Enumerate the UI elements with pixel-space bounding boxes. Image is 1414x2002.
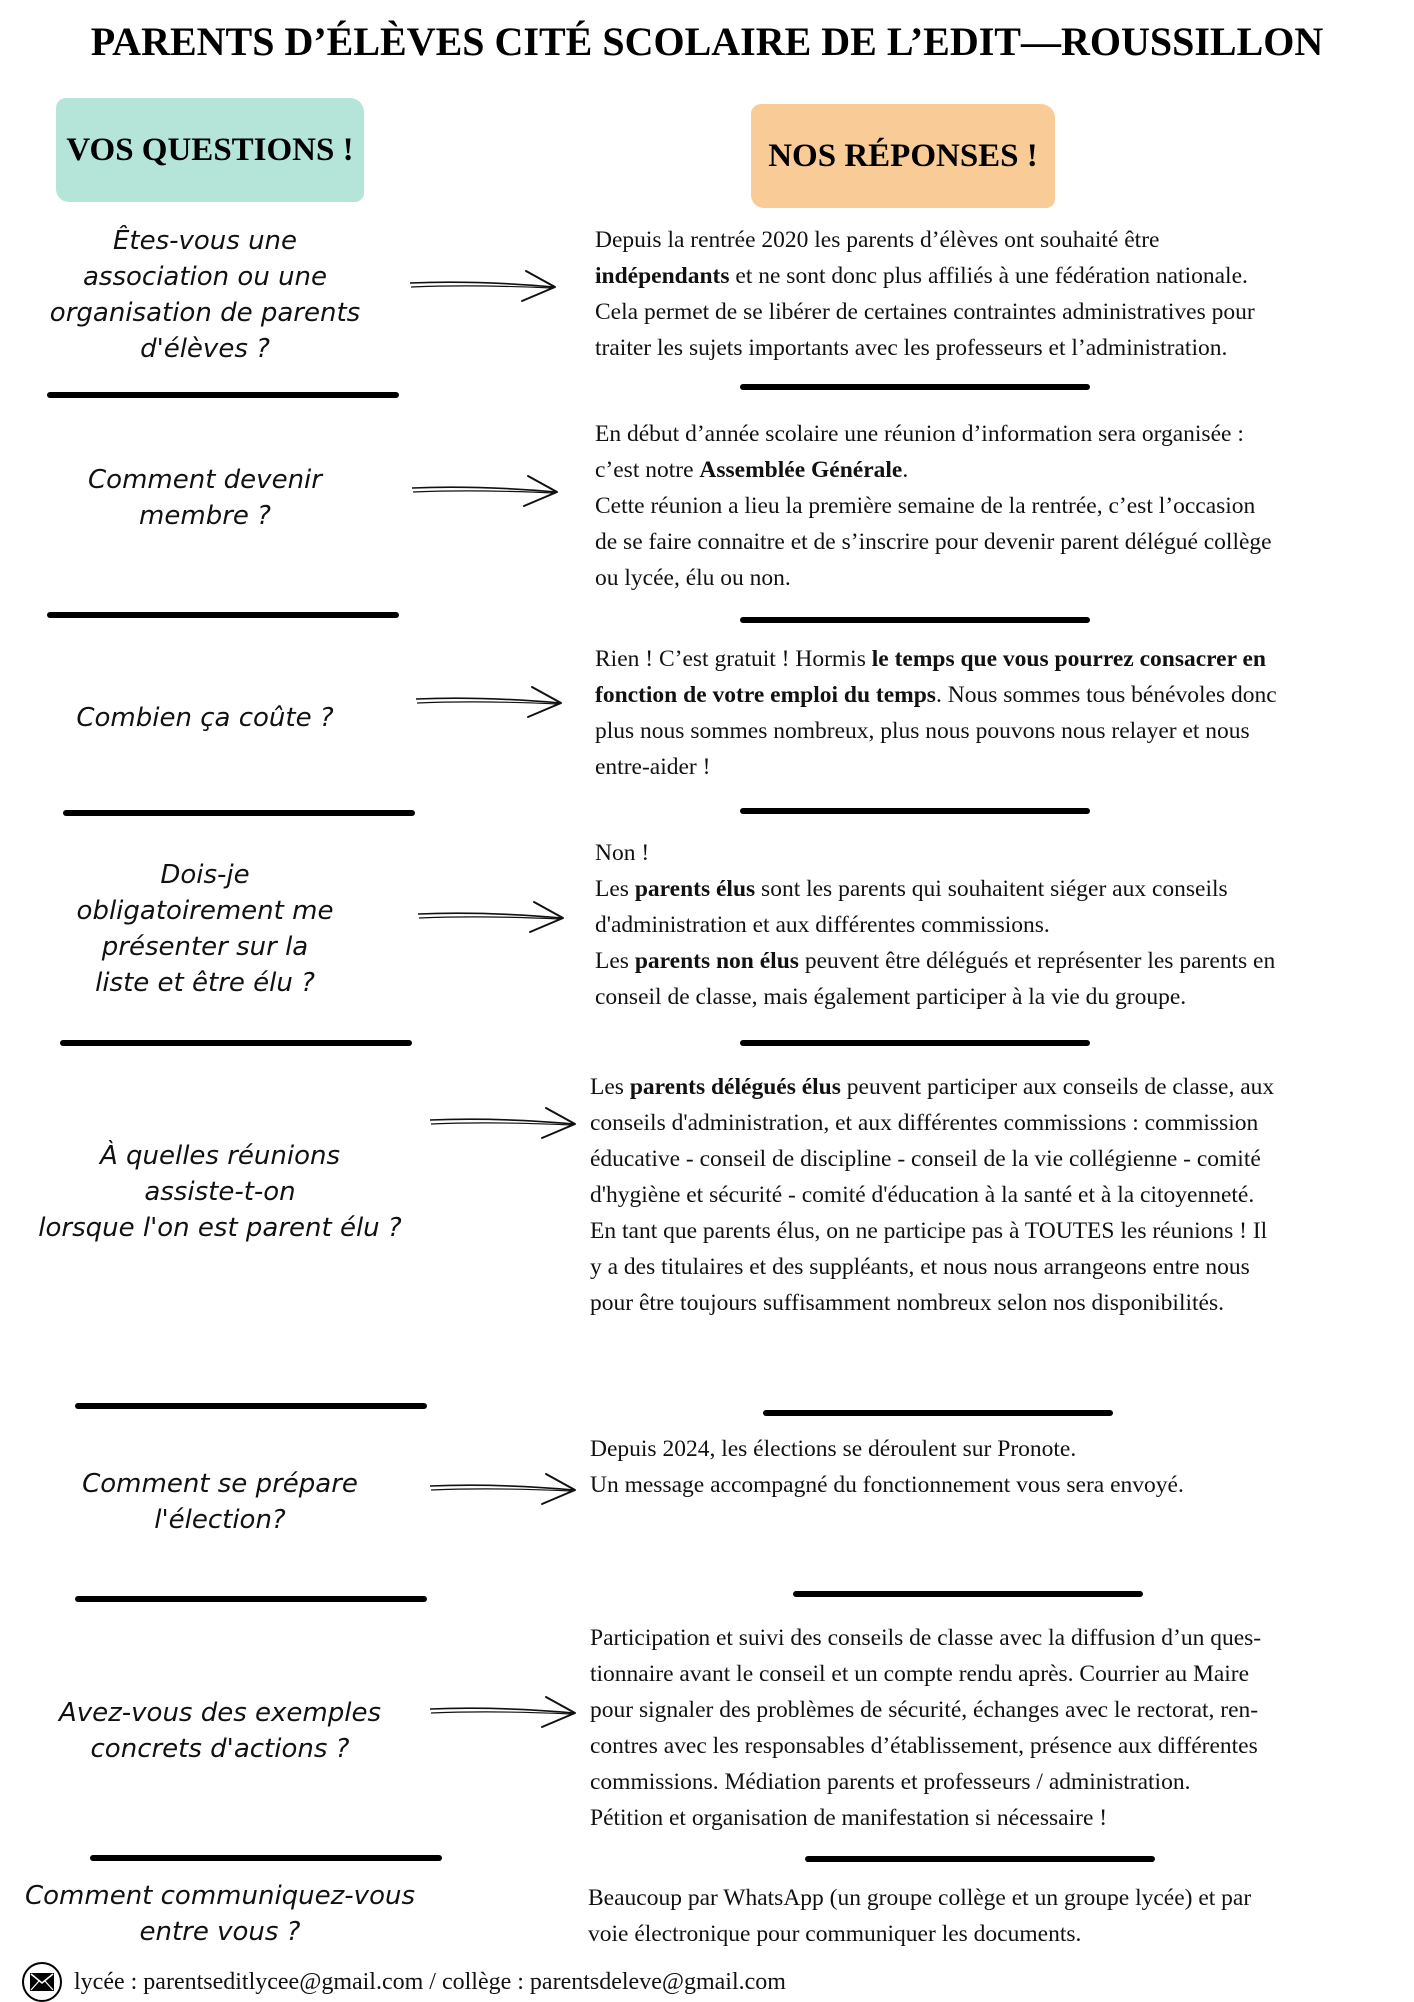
answer-line <box>590 1141 1404 1177</box>
arrow-right-icon <box>428 1693 578 1733</box>
answer-line <box>590 1105 1404 1141</box>
answer-text <box>590 1069 1404 1321</box>
answer-line <box>590 1656 1404 1692</box>
answer-segment: tionnaire avant le conseil et un compte rendu après. Courrier au Maire <box>590 1661 1250 1687</box>
question-text <box>10 462 400 534</box>
answer-segment: . <box>902 457 909 483</box>
answer-line <box>590 1467 1404 1503</box>
answer-segment: En tant que parents élus, on ne participe pas à TOUTES les réunions ! Il <box>590 1218 1268 1244</box>
question-line: Comment communiquez-vous <box>24 1881 415 1911</box>
answer-segment: peuvent participer aux conseils de classe, aux <box>840 1074 1275 1100</box>
answer-segment: traiter les sujets importants avec les professeurs et l’administration. <box>595 335 1228 361</box>
answer-segment: Les <box>595 876 635 902</box>
question-line: association ou une <box>82 262 328 292</box>
question-text <box>10 1466 430 1538</box>
question-line: membre ? <box>139 501 271 531</box>
answer-line <box>595 871 1404 907</box>
answer-emphasis: parents non élus <box>634 948 799 974</box>
answer-line <box>595 943 1404 979</box>
question-text <box>10 857 400 1001</box>
answer-line <box>588 1880 1404 1916</box>
question-line: d'élèves ? <box>140 334 270 364</box>
answer-segment: . Nous sommes tous bénévoles donc <box>935 682 1277 708</box>
answer-line <box>590 1764 1404 1800</box>
answer-line <box>590 1728 1404 1764</box>
answer-segment: de se faire connaitre et de s’inscrire pour devenir parent délégué collège <box>595 529 1272 555</box>
answer-segment: c’est notre <box>595 457 700 483</box>
contact-emails: lycée : parentseditlycee@gmail.com / collège : parentsdeleve@gmail.com <box>74 1969 786 1995</box>
answer-line <box>595 524 1404 560</box>
answer-segment: Un message accompagné du fonctionnement vous sera envoyé. <box>590 1472 1184 1498</box>
arrow-right-icon <box>408 267 558 307</box>
question-line: Comment se prépare <box>82 1469 358 1499</box>
question-line: présenter sur la <box>101 932 309 962</box>
question-divider <box>47 612 399 618</box>
answer-divider <box>763 1410 1113 1416</box>
answer-line <box>595 488 1404 524</box>
question-line: Êtes-vous une <box>112 226 298 256</box>
question-text <box>10 223 400 367</box>
answer-segment: Depuis 2024, les élections se déroulent sur Pronote. <box>590 1436 1077 1462</box>
answer-segment: Depuis la rentrée 2020 les parents d’élèves ont souhaité être <box>595 227 1160 253</box>
answer-line <box>590 1620 1404 1656</box>
question-line: lorsque l'on est parent élu ? <box>38 1213 402 1243</box>
question-divider <box>60 1040 412 1046</box>
answer-segment: peuvent être délégués et représenter les parents en <box>798 948 1276 974</box>
question-text <box>10 1695 430 1767</box>
answer-line <box>595 907 1404 943</box>
question-line: entre vous ? <box>139 1917 301 1947</box>
answer-line <box>590 1249 1404 1285</box>
answer-line <box>595 452 1404 488</box>
question-line: Combien ça coûte ? <box>76 703 334 733</box>
questions-banner-label: VOS QUESTIONS ! <box>66 131 354 168</box>
answer-line <box>590 1800 1404 1836</box>
question-text <box>10 1878 430 1950</box>
answer-segment: Cela permet de se libérer de certaines contraintes administratives pour <box>595 299 1255 325</box>
question-line: Avez-vous des exemples <box>58 1698 382 1728</box>
question-line: obligatoirement me <box>76 896 334 926</box>
answer-line <box>595 979 1404 1015</box>
answer-segment: Beaucoup par WhatsApp (un groupe collège et un groupe lycée) et par <box>588 1885 1252 1911</box>
answer-text <box>595 641 1404 785</box>
answer-segment: pour être toujours suffisamment nombreux selon nos disponibilités. <box>590 1290 1224 1316</box>
question-divider <box>47 392 399 398</box>
answer-segment: Les <box>595 948 635 974</box>
answer-line <box>595 258 1404 294</box>
answer-segment: voie électronique pour communiquer les documents. <box>588 1921 1082 1947</box>
answer-line <box>590 1285 1404 1321</box>
answer-divider <box>740 1040 1090 1046</box>
answer-segment: y a des titulaires et des suppléants, et nous nous arrangeons entre nous <box>590 1254 1250 1280</box>
answer-segment: Cette réunion a lieu la première semaine de la rentrée, c’est l’occasion <box>595 493 1256 519</box>
arrow-right-icon <box>410 472 560 512</box>
question-line: l'élection? <box>154 1505 286 1535</box>
question-line: assiste-t-on <box>144 1177 296 1207</box>
answer-emphasis: fonction de votre emploi du temps <box>595 682 936 708</box>
answer-segment: plus nous sommes nombreux, plus nous pouvons nous relayer et nous <box>595 718 1250 744</box>
answer-emphasis: Assemblée Générale <box>699 457 903 483</box>
answer-segment: Rien ! C’est gratuit ! Hormis <box>595 646 872 672</box>
question-divider <box>63 810 415 816</box>
question-line: Dois-je <box>160 860 250 890</box>
answer-line <box>590 1431 1404 1467</box>
answer-segment: sont les parents qui souhaitent siéger aux conseils <box>755 876 1228 902</box>
answer-segment: d'administration et aux différentes commissions. <box>595 912 1050 938</box>
answers-banner-label: NOS RÉPONSES ! <box>768 137 1038 174</box>
answer-line <box>595 416 1404 452</box>
answer-line <box>595 294 1404 330</box>
answer-line <box>595 749 1404 785</box>
answer-line <box>590 1069 1404 1105</box>
answer-divider <box>740 617 1090 623</box>
question-divider <box>75 1596 427 1602</box>
answers-banner <box>751 104 1055 208</box>
answer-segment: conseils d'administration, et aux différentes commissions : commission <box>590 1110 1259 1136</box>
answer-line <box>590 1692 1404 1728</box>
answer-divider <box>740 384 1090 390</box>
answer-segment: éducative - conseil de discipline - conseil de la vie collégienne - comité <box>590 1146 1261 1172</box>
answer-text <box>595 222 1404 366</box>
answer-line <box>588 1916 1404 1952</box>
answer-segment: pour signaler des problèmes de sécurité, échanges avec le rectorat, ren- <box>590 1697 1259 1723</box>
answer-line <box>590 1213 1404 1249</box>
answer-line <box>595 641 1404 677</box>
arrow-right-icon <box>414 683 564 723</box>
answer-line <box>595 713 1404 749</box>
answer-text <box>590 1431 1404 1503</box>
page-title: PARENTS D’ÉLÈVES CITÉ SCOLAIRE DE L’EDIT—ROUSSILLON <box>90 19 1324 64</box>
answer-text <box>588 1880 1404 1952</box>
contact-footer <box>22 1962 786 2002</box>
answer-text <box>595 416 1404 596</box>
envelope-icon <box>22 1962 62 2002</box>
answer-segment: entre-aider ! <box>595 754 711 780</box>
question-line: Comment devenir <box>88 465 322 495</box>
question-line: concrets d'actions ? <box>90 1734 350 1764</box>
arrow-right-icon <box>428 1104 578 1144</box>
answer-segment: Non ! <box>595 840 650 866</box>
answer-segment: d'hygiène et sécurité - comité d'éducation à la santé et à la citoyenneté. <box>590 1182 1255 1208</box>
question-divider <box>90 1855 442 1861</box>
answer-segment: ou lycée, élu ou non. <box>595 565 791 591</box>
answer-line <box>595 677 1404 713</box>
answer-segment: conseil de classe, mais également participer à la vie du groupe. <box>595 984 1187 1010</box>
answer-segment: Les <box>590 1074 630 1100</box>
answer-emphasis: indépendants <box>595 263 730 289</box>
answer-line <box>595 330 1404 366</box>
answer-segment: commissions. Médiation parents et professeurs / administration. <box>590 1769 1191 1795</box>
answer-line <box>590 1177 1404 1213</box>
answer-line <box>595 560 1404 596</box>
question-text <box>10 700 400 736</box>
answer-line <box>595 835 1404 871</box>
answer-text <box>595 835 1404 1015</box>
question-line: À quelles réunions <box>99 1141 341 1171</box>
answer-divider <box>793 1591 1143 1597</box>
answer-segment: Pétition et organisation de manifestation si nécessaire ! <box>590 1805 1108 1831</box>
question-text <box>10 1138 430 1246</box>
question-line: liste et être élu ? <box>95 968 315 998</box>
answer-segment: Participation et suivi des conseils de classe avec la diffusion d’un ques- <box>590 1625 1262 1651</box>
answer-emphasis: parents élus <box>634 876 756 902</box>
answer-line <box>595 222 1404 258</box>
answer-text <box>590 1620 1404 1836</box>
question-line: organisation de parents <box>49 298 361 328</box>
answer-divider <box>740 808 1090 814</box>
questions-banner <box>56 98 364 202</box>
arrow-right-icon <box>416 898 566 938</box>
answer-emphasis: parents délégués élus <box>629 1074 841 1100</box>
question-divider <box>75 1403 427 1409</box>
answer-segment: contres avec les responsables d’établissement, présence aux différentes <box>590 1733 1258 1759</box>
arrow-right-icon <box>428 1470 578 1510</box>
answer-segment: et ne sont donc plus affiliés à une fédération nationale. <box>729 263 1248 289</box>
answer-emphasis: le temps que vous pourrez consacrer en <box>871 646 1266 672</box>
answer-segment: En début d’année scolaire une réunion d’information sera organisée : <box>595 421 1244 447</box>
answer-divider <box>805 1856 1155 1862</box>
